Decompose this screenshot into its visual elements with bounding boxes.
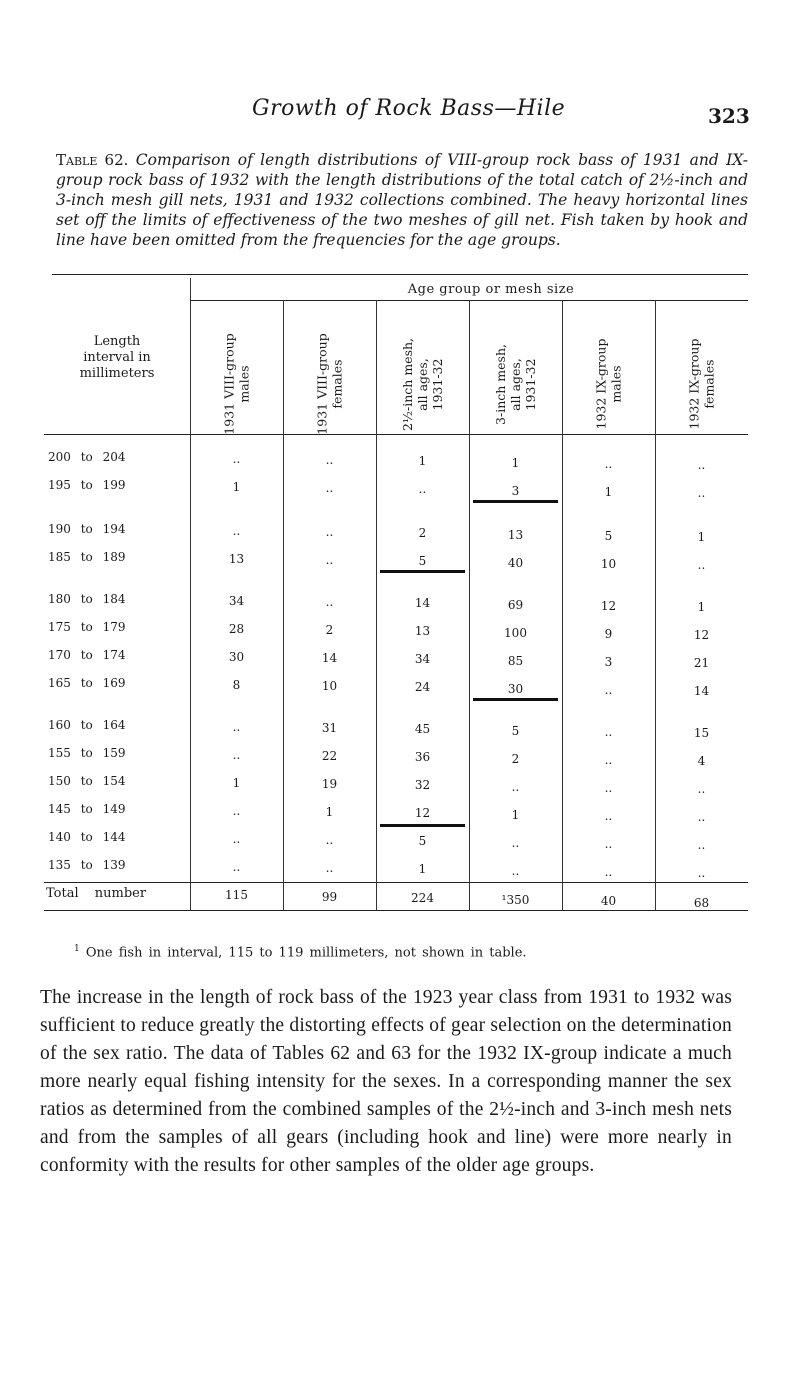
table-cell: .. [604, 682, 613, 697]
table-cell: .. [232, 748, 241, 762]
row-label: 155 to 159 [48, 746, 126, 760]
table-cell: .. [325, 525, 334, 540]
column-header-text [594, 339, 624, 430]
table-cell: 28 [228, 622, 245, 636]
table-cell: .. [697, 458, 706, 472]
column-header-text [315, 333, 345, 434]
table-cell: 1 [697, 530, 706, 544]
total-cell: ¹350 [501, 892, 530, 907]
table-cell: 5 [604, 528, 613, 543]
table-cell: 1 [511, 455, 520, 470]
table-cell: 1 [697, 600, 706, 614]
table-cell: 2 [325, 623, 334, 638]
table-cell: 14 [693, 684, 710, 698]
row-label: 195 to 199 [48, 478, 126, 492]
column-header-line: males [236, 365, 252, 403]
table-cell: .. [604, 456, 613, 471]
table-caption-body: Comparison of length distributions of VIII-group rock bass of 1931 and IX-group rock bass of 1932 with the length distributions of the total catch of 2½-inch and 3-inch mesh gill nets, 1931 and 1932 collections combined. The heavy horizontal lines set off the limits of effectiveness of the two meshes of gill net. Fish taken by hook and line have been omitted from the frequencies for the age groups. [56, 151, 748, 249]
row-label: 170 to 174 [48, 648, 126, 662]
total-cell: 224 [411, 891, 434, 905]
table-cell: 14 [321, 651, 338, 666]
column-header [376, 306, 469, 462]
table-cell: .. [232, 524, 241, 538]
footnote [74, 944, 527, 960]
table-cell: 34 [414, 652, 431, 667]
mesh-limit-rule [380, 824, 465, 827]
column-header-line: 1931 VIII-group [221, 333, 237, 435]
table-cell: 32 [414, 778, 431, 793]
total-rule-top [44, 882, 748, 883]
table-cell: 5 [418, 834, 427, 849]
column-header-line: 1931-32 [430, 358, 445, 410]
table-cell: .. [325, 553, 334, 568]
column-header-line: all ages, [507, 357, 523, 411]
table-caption-lead: Table 62. [56, 151, 129, 169]
table-cell: .. [418, 482, 427, 497]
column-header-text [687, 339, 717, 430]
column-header [190, 306, 283, 462]
column-header-line: all ages, [415, 357, 430, 411]
table-cell: .. [604, 752, 613, 767]
column-header-text [400, 337, 445, 430]
column-header-line: 1932 IX-group [686, 338, 702, 430]
table-cell: .. [604, 780, 613, 795]
table-cell: 14 [414, 596, 431, 611]
table-cell: .. [325, 595, 334, 610]
row-label: 175 to 179 [48, 620, 126, 634]
total-cell: 40 [600, 894, 617, 908]
column-header-text [493, 344, 538, 425]
table-cell: .. [325, 481, 334, 496]
table-cell: 1 [232, 480, 241, 494]
table-cell: 40 [507, 555, 524, 570]
table-cell: 2 [418, 526, 427, 541]
row-label: 180 to 184 [48, 592, 126, 606]
table-cell: 100 [504, 625, 527, 640]
table-cell: 1 [418, 454, 427, 469]
table-bottom-rule [44, 910, 748, 911]
table-cell: .. [604, 808, 613, 823]
table-cell: 15 [693, 726, 710, 740]
table-cell: 30 [228, 650, 245, 664]
page-number: 323 [708, 104, 750, 128]
column-header-line: males [608, 365, 624, 403]
column-header-line: 3-inch mesh, [492, 343, 508, 425]
total-cell: 99 [321, 889, 338, 904]
table-cell: 19 [321, 777, 338, 792]
table-cell: .. [511, 863, 520, 878]
data-table [44, 278, 748, 938]
footnote-text: One fish in interval, 115 to 119 millimeters, not shown in table. [85, 945, 527, 961]
row-label: 140 to 144 [48, 830, 126, 844]
row-label: 135 to 139 [48, 858, 126, 872]
row-label: 190 to 194 [48, 522, 126, 536]
table-cell: 22 [321, 749, 338, 764]
table-cell: 8 [232, 678, 241, 692]
column-header-line: females [329, 359, 345, 409]
table-cell: .. [604, 864, 613, 879]
row-label: 145 to 149 [48, 802, 126, 816]
table-cell: 1 [604, 484, 613, 499]
mesh-limit-rule [380, 570, 465, 573]
table-cell: 12 [414, 806, 431, 821]
stub-header-line: interval in [83, 350, 151, 365]
total-cell: 68 [693, 895, 710, 910]
column-header [655, 306, 748, 462]
column-header-line: 1932 IX-group [593, 338, 609, 430]
body-paragraph: The increase in the length of rock bass of the 1923 year class from 1931 to 1932 was sufficient to reduce greatly the distorting effects of gear selection on the determination of the sex ratio. The data of Tables 62 and 63 for the 1932 IX-group indicate a much more nearly equal fishing intensity for the sexes. In a corresponding manner the sex ratios as determined from the combined samples of the 2½-inch and 3-inch mesh nets and from the samples of all gears (including hook and line) were more nearly in conformity with the results for other samples of the older age groups. [40, 987, 732, 1176]
table-cell: .. [604, 836, 613, 851]
table-cell: 69 [507, 597, 524, 612]
table-cell: 10 [600, 556, 617, 571]
column-header-line: 1931-32 [522, 358, 538, 410]
total-label: Total number [46, 886, 147, 901]
stub-header [44, 334, 190, 382]
table-cell: .. [325, 861, 334, 876]
footnote-mark: 1 [74, 944, 80, 954]
mesh-limit-rule [473, 500, 558, 503]
table-cell: .. [697, 486, 706, 500]
table-cell: 3 [604, 654, 613, 669]
mesh-limit-rule [473, 698, 558, 701]
running-head: Growth of Rock Bass—Hile [252, 96, 566, 121]
table-cell: 36 [414, 750, 431, 765]
table-cell: 85 [507, 653, 524, 668]
table-cell: .. [232, 452, 241, 466]
table-cell: 31 [321, 721, 338, 736]
column-header [283, 306, 376, 462]
table-cell: 1 [418, 862, 427, 877]
table-cell: .. [325, 453, 334, 468]
table-cell: .. [697, 782, 706, 796]
column-header-line: 1931 VIII-group [314, 333, 330, 435]
column-header-text [222, 333, 252, 434]
table-cell: 34 [228, 594, 245, 608]
row-label: 160 to 164 [48, 718, 126, 732]
table-cell: 5 [418, 554, 427, 569]
row-label: 185 to 189 [48, 550, 126, 564]
table-cell: 1 [325, 805, 334, 820]
table-cell: 9 [604, 626, 613, 641]
table-cell: .. [511, 835, 520, 850]
table-cell: 2 [511, 751, 520, 766]
table-cell: 3 [511, 483, 520, 498]
column-header [562, 306, 655, 462]
group-header: Age group or mesh size [407, 282, 575, 297]
table-cell: 1 [511, 807, 520, 822]
table-cell: .. [325, 833, 334, 848]
table-cell: .. [232, 804, 241, 818]
table-cell: .. [604, 724, 613, 739]
table-cell: .. [232, 832, 241, 846]
table-cell: 13 [507, 527, 524, 542]
table-caption [56, 150, 748, 250]
table-cell: 13 [228, 552, 245, 566]
table-cell: 4 [697, 754, 706, 768]
table-cell: 12 [600, 598, 617, 613]
caption-rule [52, 274, 748, 275]
table-cell: 21 [693, 656, 710, 670]
row-label: 165 to 169 [48, 676, 126, 690]
table-cell: 24 [414, 680, 431, 695]
table-cell: .. [697, 838, 706, 852]
stub-header-line: Length [93, 334, 141, 349]
column-header-line: females [701, 359, 717, 409]
table-cell: .. [232, 860, 241, 874]
table-cell: 10 [321, 679, 338, 694]
row-label: 200 to 204 [48, 450, 126, 464]
stub-header-line: millimeters [79, 366, 155, 381]
table-cell: 12 [693, 628, 710, 642]
column-header-line: 2½-inch mesh, [400, 337, 415, 431]
row-label: 150 to 154 [48, 774, 126, 788]
table-cell: .. [697, 558, 706, 572]
table-cell: 30 [507, 681, 524, 696]
table-cell: .. [697, 866, 706, 880]
table-cell: 13 [414, 624, 431, 639]
total-cell: 115 [225, 888, 248, 902]
table-cell: 1 [232, 776, 241, 790]
table-cell: .. [697, 810, 706, 824]
table-cell: .. [511, 779, 520, 794]
table-cell: 5 [511, 723, 520, 738]
column-header [469, 306, 562, 462]
table-cell: .. [232, 720, 241, 734]
table-cell: 45 [414, 722, 431, 737]
